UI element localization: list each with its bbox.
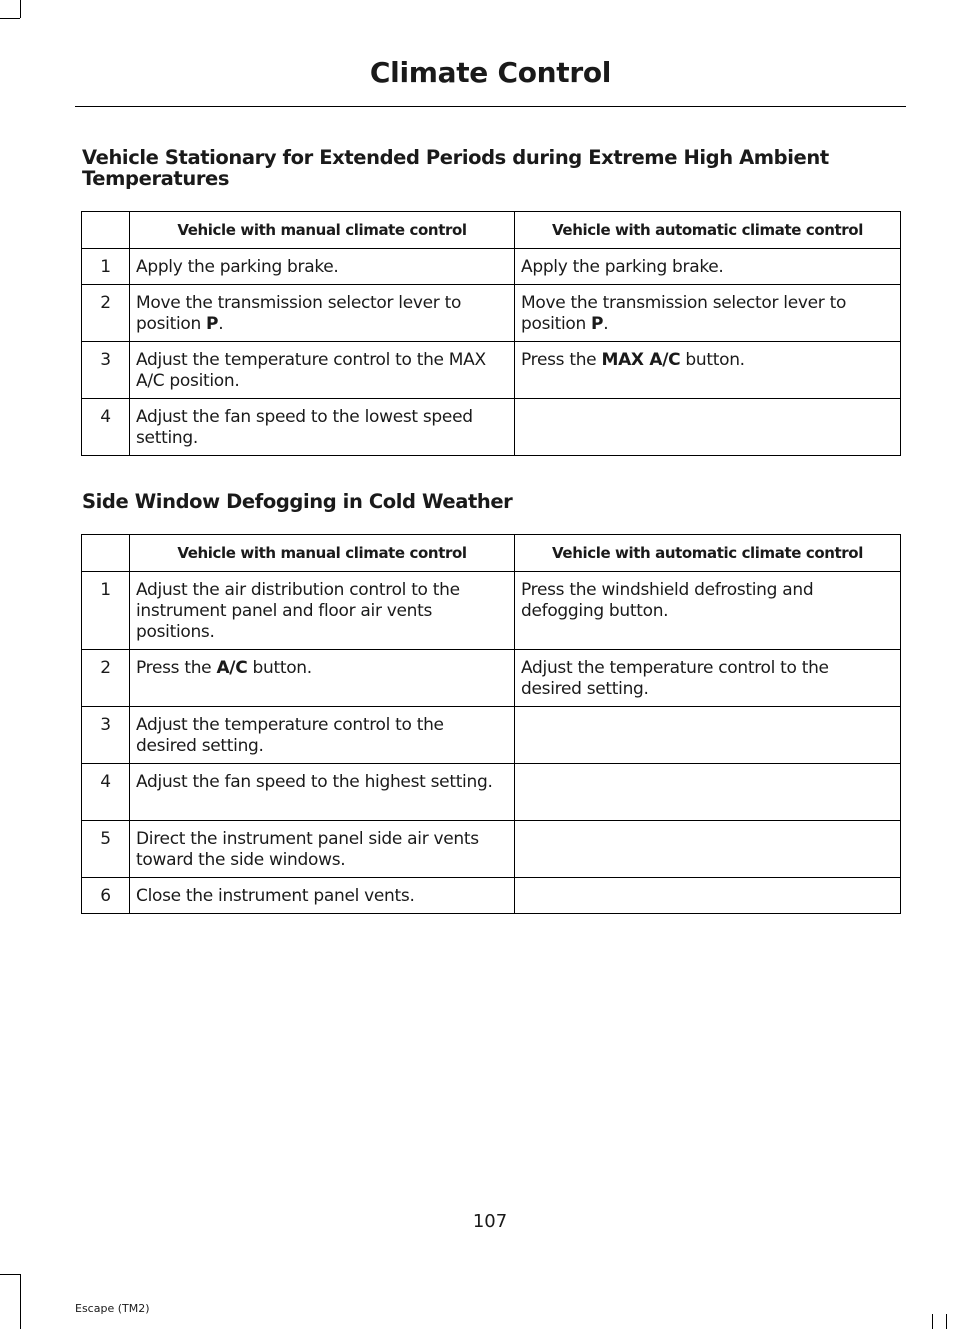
crop-mark-top-left-horizontal [0, 18, 20, 19]
column-header-manual: Vehicle with manual climate control [130, 212, 515, 249]
table-row [82, 821, 901, 878]
manual-instruction: Adjust the fan speed to the highest setting. [130, 764, 515, 821]
column-header-automatic: Vehicle with automatic climate control [515, 212, 901, 249]
title-divider [75, 106, 906, 107]
table-row [82, 878, 901, 914]
table-row [82, 764, 901, 821]
step-number: 3 [82, 342, 130, 399]
selector-position-label: P [591, 314, 604, 334]
table-row [82, 399, 901, 456]
step-number: 4 [82, 764, 130, 821]
table-row [82, 249, 901, 285]
automatic-instruction [515, 764, 901, 821]
crop-mark-bottom-right-vertical-1 [932, 1314, 933, 1329]
automatic-instruction: Press the windshield defrosting and defogging button. [515, 572, 901, 650]
crop-mark-bottom-right-vertical-2 [946, 1314, 947, 1329]
table-row [82, 650, 901, 707]
automatic-instruction: Move the transmission selector lever to position P. [515, 285, 901, 342]
column-header-automatic: Vehicle with automatic climate control [515, 535, 901, 572]
section-heading-high-temperature: Vehicle Stationary for Extended Periods during Extreme High Ambient Temperatures [82, 146, 829, 190]
ac-button-label: A/C [216, 658, 248, 678]
crop-mark-bottom-left-vertical [20, 1274, 21, 1329]
table-row [82, 342, 901, 399]
manual-instruction: Close the instrument panel vents. [130, 878, 515, 914]
manual-instruction: Adjust the air distribution control to the instrument panel and floor air vents positions. [130, 572, 515, 650]
step-number: 4 [82, 399, 130, 456]
manual-instruction: Press the A/C button. [130, 650, 515, 707]
manual-instruction: Direct the instrument panel side air vents toward the side windows. [130, 821, 515, 878]
manual-instruction: Adjust the temperature control to the desired setting. [130, 707, 515, 764]
step-number: 1 [82, 249, 130, 285]
automatic-instruction: Adjust the temperature control to the desired setting. [515, 650, 901, 707]
table-row [82, 707, 901, 764]
automatic-instruction: Press the MAX A/C button. [515, 342, 901, 399]
step-number: 2 [82, 650, 130, 707]
step-number: 1 [82, 572, 130, 650]
max-ac-button-label: MAX A/C [601, 350, 681, 370]
manual-instruction: Adjust the fan speed to the lowest speed setting. [130, 399, 515, 456]
crop-mark-top-left-vertical [20, 0, 21, 18]
column-header-manual: Vehicle with manual climate control [130, 535, 515, 572]
automatic-instruction [515, 821, 901, 878]
table-header-row [82, 212, 901, 249]
automatic-instruction: Apply the parking brake. [515, 249, 901, 285]
column-header-step [82, 212, 130, 249]
high-temperature-table [81, 211, 901, 456]
step-number: 5 [82, 821, 130, 878]
automatic-instruction [515, 878, 901, 914]
manual-instruction: Apply the parking brake. [130, 249, 515, 285]
table-row [82, 572, 901, 650]
step-number: 6 [82, 878, 130, 914]
footer-model-label: Escape (TM2) [75, 1302, 150, 1315]
selector-position-label: P [206, 314, 219, 334]
automatic-instruction [515, 399, 901, 456]
page-title: Climate Control [369, 56, 612, 89]
table-header-row [82, 535, 901, 572]
section-heading-side-window-defogging: Side Window Defogging in Cold Weather [82, 490, 513, 513]
step-number: 3 [82, 707, 130, 764]
automatic-instruction [515, 707, 901, 764]
side-window-defogging-table [81, 534, 901, 914]
step-number: 2 [82, 285, 130, 342]
page-number: 107 [472, 1211, 508, 1232]
manual-instruction: Adjust the temperature control to the MAX A/C position. [130, 342, 515, 399]
crop-mark-bottom-left-horizontal [0, 1274, 20, 1275]
column-header-step [82, 535, 130, 572]
table-row [82, 285, 901, 342]
manual-instruction: Move the transmission selector lever to position P. [130, 285, 515, 342]
